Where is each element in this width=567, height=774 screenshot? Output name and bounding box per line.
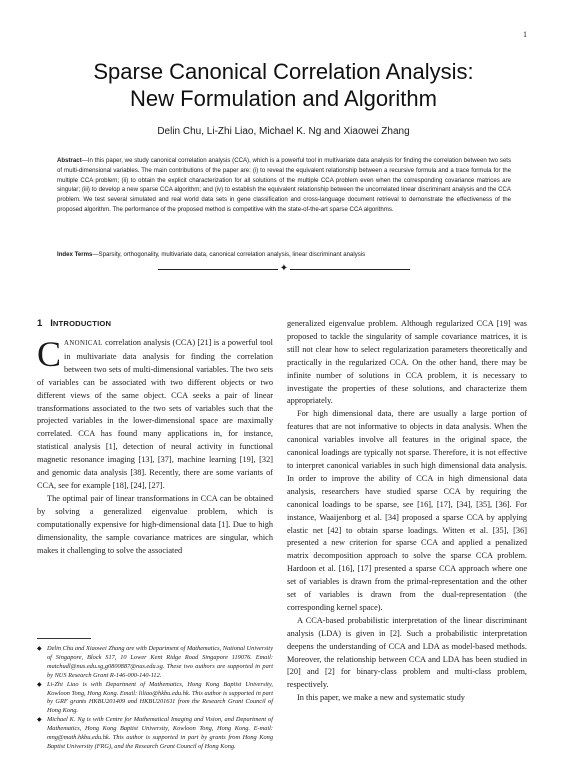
separator-diamond-icon: ✦ — [279, 263, 289, 274]
index-terms-text: —Sparsity, orthogonality, multivariate data, canonical correlation analysis, linear discriminant analysis — [92, 251, 366, 258]
intro-left-column — [37, 334, 273, 557]
intro-paragraph-1 — [37, 334, 273, 493]
abstract-label: Abstract — [57, 157, 82, 164]
footnotes — [37, 645, 273, 752]
paper-title — [30, 59, 537, 113]
title-line-2: New Formulation and Algorithm — [130, 85, 437, 111]
bullet-icon: ◆ — [37, 717, 42, 724]
footnote-text: Li-Zhi Liao is with Department of Mathematics, Hong Kong Baptist University, Kowloon Tong, Hong Kong. Email: liliao@hkbu.edu.hk. This author is supported in part by GRF grants HKBU201409 and HKBU201611 from the Research Grant Council of Hong Kong. — [47, 680, 273, 715]
section-title-rest: NTRODUCTION — [52, 319, 112, 328]
intro-paragraph-2: The optimal pair of linear transformations in CCA can be obtained by solving a generalized eigenvalue problem, which is computationally expensive for high-dimensional data [1]. Due to high dimensionality, the sample covariance matrices are singular, which makes it challenging to solve the associated — [37, 493, 273, 555]
footnote-item — [37, 645, 273, 681]
section-number: 1 — [37, 318, 43, 329]
footnote-text: Delin Chu and Xiaowei Zhang are with Department of Mathematics, National University of Singapore, Block S17, 10 Lower Kent Ridge Road Singapore 119076. Email: matchudl@nus.edu.sg,g0800887@nus.edu.sg. These two authors are supported in part by NUS Research Grant R-146-000-140-112. — [47, 645, 274, 679]
intro-smallcaps: ANONICAL — [64, 340, 103, 347]
right-paragraph-4: In this paper, we make a new and systematic study — [297, 693, 465, 703]
abstract-text: —In this paper, we study canonical correlation analysis (CCA), which is a powerful tool in multivariate data analysis for finding the correlation between two sets of multi-dimensional variables. The main contributions of the paper are: (i) to reveal the equivalent relationship between a recursive formula and a trace formula for the multiple CCA problem; (ii) to obtain the explicit characterization for all solutions of the multiple CCA problem even when the corresponding covariance matrices are singular; (iii) to develop a new sparse CCA algorithm; and (iv) to establish the equivalent relationship between the uncorrelated linear discriminant analysis and the CCA problem. We test several simulated and real world data sets in gene classification and cross-language document retrieval to demonstrate the effectiveness of the proposed algorithm. The performance of the proposed method is competitive with the state-of-the-art sparse CCA algorithms. — [57, 157, 511, 213]
abstract — [57, 156, 511, 215]
footnote-rule — [37, 638, 91, 639]
footnote-item — [37, 716, 273, 752]
section-heading — [37, 318, 111, 329]
right-paragraph-2: For high dimensional data, there are usually a large portion of features that are not informative to objects in data analysis. When the canonical variables involve all features in the original space, the canonical loadings are typically not sparse. Therefore, it is not effective to interpret canonical variables in such high dimensional data analysis. In order to improve the ability of CCA in high dimensional data analysis, researchers have studied sparse CCA by requiring the canonical loadings to be sparse, see [16], [17], [34], [35], [36]. For instance, Waaijenborg et al. [34] proposed a sparse CCA by applying elastic net [42] to obtain sparse loadings. Witten et al. [35], [36] presented a new criterion for sparse CCA and applied a penalized matrix decomposition approach to solve the sparse CCA problem. Hardoon et al. [16], [17] presented a sparse CCA approach where one set of variables is drawn from the primal-representation and the other set of variables is drawn from the dual-representation (the corresponding kernel space). — [287, 409, 527, 612]
right-column — [287, 318, 527, 705]
right-paragraph-1: generalized eigenvalue problem. Although regularized CCA [19] was proposed to tackle the singularity of sample covariance matrices, it is still not clear how to select regularization parameters theoretically and practically in the regularized CCA. On the other hand, there may be infinite number of solutions in CCA problem, it is necessary to investigate the properties of these solutions, and characterize them appropriately. — [287, 319, 527, 406]
intro-paragraph-1-text: correlation analysis (CCA) [21] is a powerful tool in multivariate data analysis for finding the correlation between two sets of multi-dimensional variables. The two sets of variables can be associated with two different objects or two different views of the same object. CCA seeks a pair of linear transformations associated to the two sets of variables such that the projected variables in the lower-dimensional space are maximally correlated. CCA has found many applications in, for instance, statistical analysis [1], detection of neural activity in functional magnetic resonance imaging [13], [37], machine learning [19], [32] and genomic data analysis [38]. Recently, there are some variants of CCA, see for example [18], [24], [27]. — [37, 338, 273, 490]
author-list: Delin Chu, Li-Zhi Liao, Michael K. Ng and Xiaowei Zhang — [157, 126, 410, 137]
drop-cap: C — [37, 334, 62, 374]
index-terms — [57, 250, 511, 260]
bullet-icon: ◆ — [37, 681, 42, 688]
title-line-1: Sparse Canonical Correlation Analysis: — [93, 59, 474, 84]
index-terms-label: Index Terms — [57, 251, 93, 258]
bullet-icon: ◆ — [37, 646, 42, 652]
section-title-initial: I — [50, 318, 53, 329]
page-number: 1 — [523, 30, 527, 39]
footnote-item — [37, 681, 273, 717]
separator-rule-left — [158, 269, 278, 270]
footnote-text: Michael K. Ng is with Centre for Mathematical Imaging and Vision, and Department of Mathematics, Hong Kong Baptist University, Kowloon Tong, Hong Kong. E-mail: mng@math.hkbu.edu.hk. This author is supported in part by grants from Hong Kong Baptist University (FRG), and the Research Grant Council of Hong Kong. — [47, 716, 273, 750]
separator-rule-right — [290, 269, 410, 270]
right-paragraph-3: A CCA-based probabilistic interpretation of the linear discriminant analysis (LDA) is given in [2]. Such a probabilistic interpretation deepens the understanding of CCA and LDA as model-based methods. Moreover, the relationship between CCA and LDA has been studied in [20] and [2] for binary-class problem and multi-class problem, respectively. — [287, 615, 527, 690]
